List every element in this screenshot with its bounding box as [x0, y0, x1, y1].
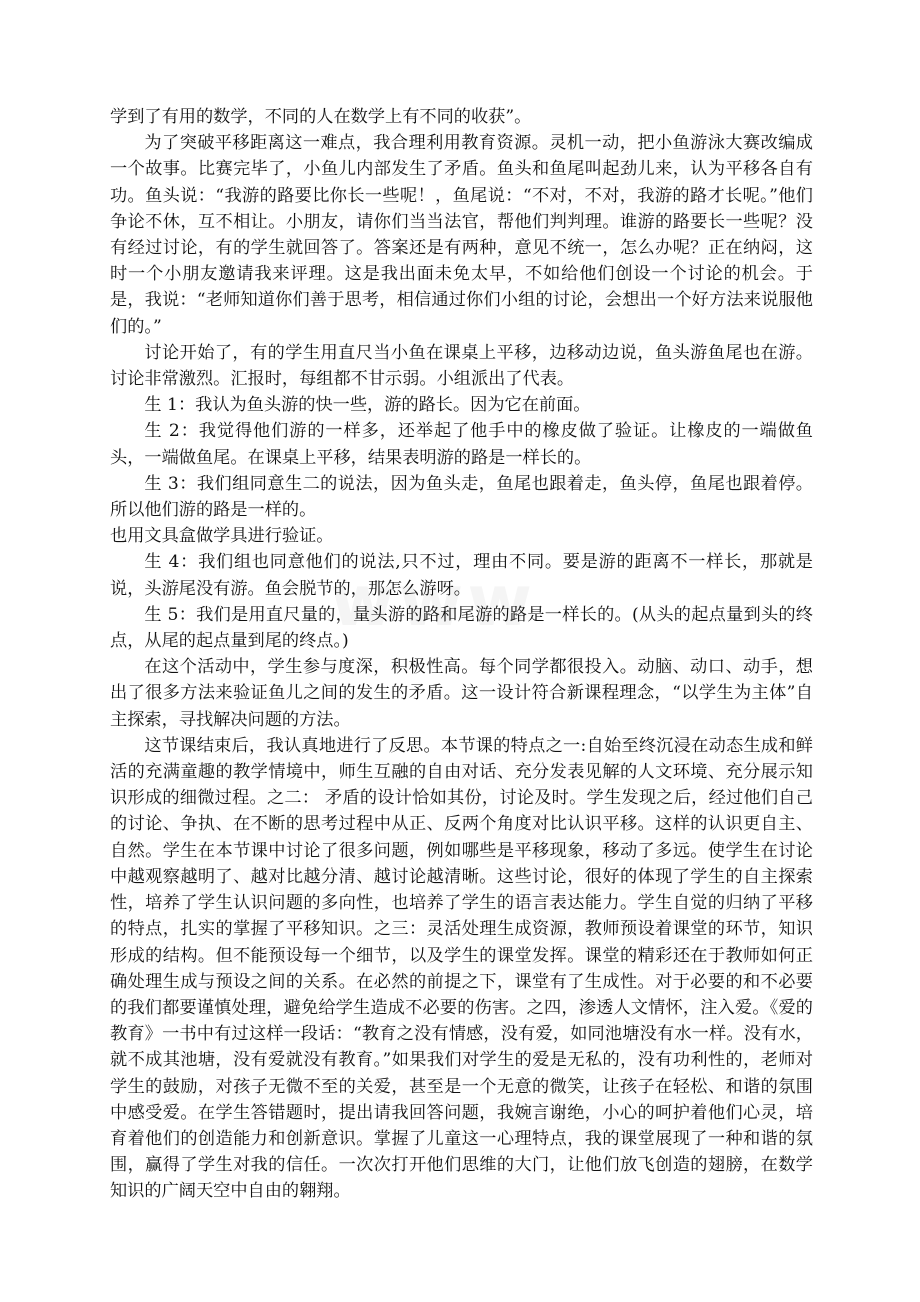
- document-body: [110, 104, 813, 1205]
- paragraph-student-3-continued: 也用文具盒做学具进行验证。: [110, 526, 334, 547]
- paragraph-discussion-start: 讨论开始了，有的学生用直尺当小鱼在课桌上平移，边移动边说，鱼头游鱼尾也在游。讨论非常激烈。汇报时，每组都不甘示弱。小组派出了代表。: [110, 342, 813, 390]
- paragraph-story-setup: 为了突破平移距离这一难点，我合理利用教育资源。灵机一动，把小鱼游泳大赛改编成一个故事。比赛完毕了，小鱼儿内部发生了矛盾。鱼头和鱼尾叫起劲儿来，认为平移各自有功。鱼头说：“我游的路要比你长一些呢！，鱼尾说：“不对，不对，我游的路才长呢。”他们争论不休，互不相让。小朋友，请你们当当法官，帮他们判判理。谁游的路要长一些呢？没有经过讨论，有的学生就回答了。答案还是有两种，意见不统一，怎么办呢？正在纳闷，这时一个小朋友邀请我来评理。这是我出面未免太早，不如给他们创设一个讨论的机会。于是，我说：“老师知道你们善于思考，相信通过你们小组的讨论，会想出一个好方法来说服他们的。”: [110, 133, 813, 337]
- paragraph-reflection: 这节课结束后，我认真地进行了反思。本节课的特点之一:自始至终沉浸在动态生成和鲜活的充满童趣的教学情境中，师生互融的自由对话、充分发表见解的人文环境、充分展示知识形成的细微过程。之二： 矛盾的设计恰如其份，讨论及时。学生发现之后，经过他们自己的讨论、争执、在不断的思考过程中从正、反两个角度对比认识平移。这样的认识更自主、自然。学生在本节课中讨论了很多问题，例如哪些是平移现象，移动了多远。使学生在讨论中越观察越明了、越对比越分清、越讨论越清晰。这些讨论，很好的体现了学生的自主探索性，培养了学生认识问题的多向性，也培养了学生的语言表达能力。学生自觉的归纳了平移的特点，扎实的掌握了平移知识。之三：灵活处理生成资源，教师预设着课堂的环节，知识形成的结构。但不能预设每一个细节，以及学生的课堂发挥。课堂的精彩还在于教师如何正确处理生成与预设之间的关系。在必然的前提之下，课堂有了生成性。对于必要的和不必要的我们都要谨慎处理，避免给学生造成不必要的伤害。之四，渗透人文情怀，注入爱。《爱的教育》一书中有过这样一段话：“教育之没有情感，没有爱，如同池塘没有水一样。没有水，就不成其池塘，没有爱就没有教育。”如果我们对学生的爱是无私的，没有功利性的，老师对学生的鼓励，对孩子无微不至的关爱，甚至是一个无意的微笑，让孩子在轻松、和谐的氛围中感受爱。在学生答错题时，提出请我回答问题，我婉言谢绝，小心的呵护着他们心灵，培育着他们的创造能力和创新意识。掌握了儿童这一心理特点，我的课堂展现了一种和谐的氛围，赢得了学生对我的信任。一次次打开他们思维的大门，让他们放飞创造的翅膀，在数学知识的广阔天空中自由的翱翔。: [110, 735, 813, 1202]
- paragraph-student-2: 生 2：我觉得他们游的一样多，还举起了他手中的橡皮做了验证。让橡皮的一端做鱼头，一端做鱼尾。在课桌上平移，结果表明游的路是一样长的。: [110, 421, 813, 468]
- paragraph-continuation: 学到了有用的数学，不同的人在数学上有不同的收获”。: [110, 107, 532, 127]
- paragraph-activity-summary: 在这个活动中，学生参与度深，积极性高。每个同学都很投入。动脑、动口、动手，想出了很多方法来验证鱼儿之间的发生的矛盾。这一设计符合新课程理念，“以学生为主体”自主探索，寻找解决问题的方法。: [110, 657, 813, 730]
- paragraph-student-3: 生 3：我们组同意生二的说法，因为鱼头走，鱼尾也跟着走，鱼头停，鱼尾也跟着停。所以他们游的路是一样的。: [110, 473, 813, 521]
- paragraph-student-1: 生 1：我认为鱼头游的快一些，游的路长。因为它在前面。: [144, 395, 591, 416]
- paragraph-student-5: 生 5：我们是用直尺量的，量头游的路和尾游的路是一样长的。(从头的起点量到头的终点，从尾的起点量到尾的终点。): [110, 604, 813, 652]
- paragraph-student-4: 生 4：我们组也同意他们的说法,只不过，理由不同。要是游的距离不一样长，那就是说，头游尾没有游。鱼会脱节的，那怎么游呀。: [110, 552, 813, 599]
